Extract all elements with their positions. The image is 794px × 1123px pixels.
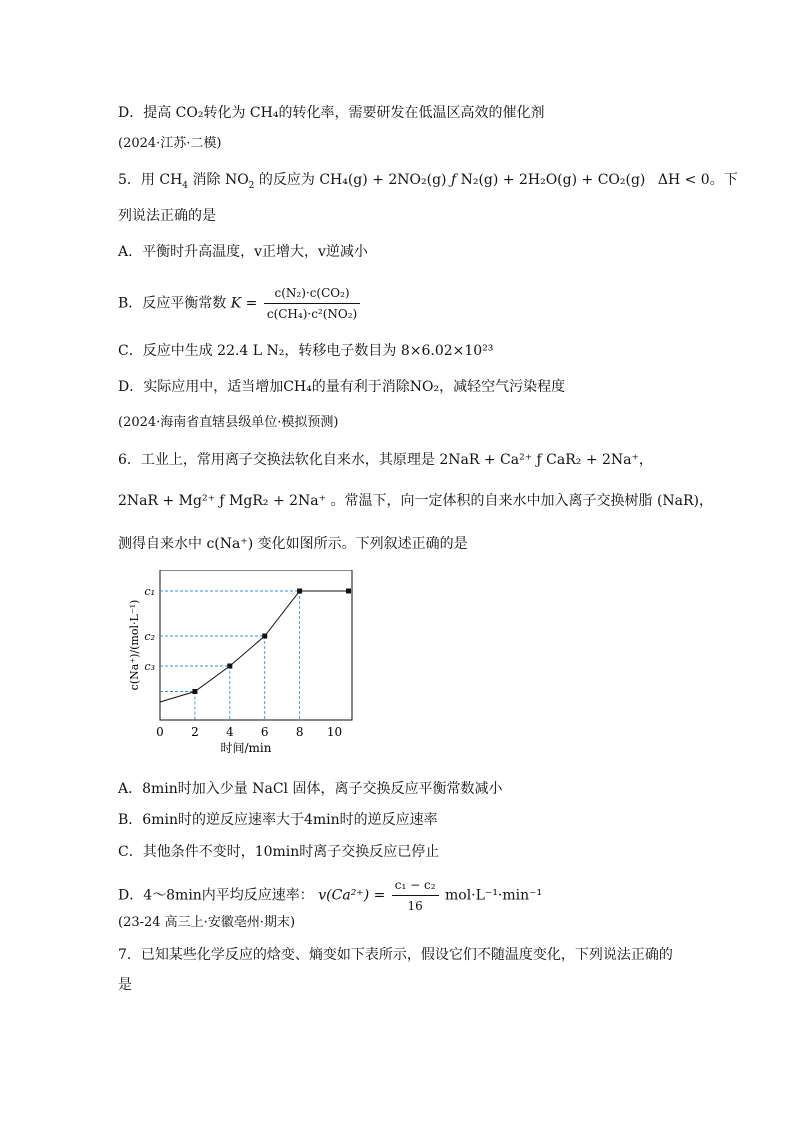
x-tick-label: 2 (191, 725, 199, 739)
ch4-formula: $CH_4$ (159, 172, 189, 191)
q5-option-c: C．反应中生成 22.4 L N₂，转移电子数目为 8×6.02×10²³ (118, 343, 494, 359)
q5-option-a: A．平衡时升高温度，v正增大，v逆减小 (118, 244, 368, 260)
q6-stem-line2 (118, 492, 713, 510)
q6-stem-line1 (118, 451, 653, 469)
plot-frame (160, 570, 352, 720)
q7-stem-line2: 是 (118, 977, 132, 993)
source-tag-2: (2024·海南省直辖县级单位·模拟预测) (118, 415, 339, 430)
x-tick-label: 0 (156, 725, 164, 739)
q6-option-d-prefix: D．4～8min内平均反应速率： (118, 887, 314, 904)
q6-stem-line3: 测得自来水中 c(Na⁺) 变化如图所示。下列叙述正确的是 (118, 536, 468, 552)
x-tick-label: 8 (295, 725, 304, 739)
data-point-1 (192, 689, 197, 694)
q5-equation-right: N₂(g) + 2H₂O(g) + CO₂(g) (460, 172, 646, 188)
equilibrium-arrow: ƒ (450, 172, 457, 188)
fraction-numerator: c(N₂)·c(CO₂) (264, 284, 360, 304)
q5-stem-line2: 列说法正确的是 (118, 208, 216, 224)
fraction-denominator: c(CH₄)·c²(NO₂) (266, 307, 358, 321)
resin-formula: (NaR)， (656, 493, 713, 509)
y-tick-label: c₃ (144, 660, 155, 673)
q6-option-b: B．6min时的逆反应速率大于4min时的逆反应速率 (118, 812, 438, 828)
q5-option-d: D．实际应用中，适当增加CH₄的量有利于消除NO₂，减轻空气污染程度 (118, 379, 566, 395)
equilibrium-constant-symbol: K = (230, 295, 258, 312)
q5-option-b (118, 284, 362, 323)
q5-equation-left: CH₄(g) + 2NO₂(g) (319, 172, 447, 188)
x-tick-label: 10 (326, 725, 343, 739)
q6-option-c: C．其他条件不变时，10min时离子交换反应已停止 (118, 844, 440, 860)
x-tick-label: 4 (225, 725, 234, 739)
data-point-5 (346, 589, 351, 594)
series-line (160, 591, 349, 702)
no2-formula: $NO_2$ (224, 172, 255, 191)
q6-option-a: A．8min时加入少量 NaCl 固体，离子交换反应平衡常数减小 (118, 781, 503, 797)
q6-equation-mg: 2NaR + Mg²⁺ ƒ MgR₂ + 2Na⁺ (118, 493, 327, 509)
equilibrium-constant-fraction (264, 284, 360, 323)
q5-stem-b: 消除 (192, 172, 221, 188)
fraction-numerator: c₁ − c₂ (392, 876, 439, 896)
q5-stem-a: 5．用 (118, 172, 155, 188)
fraction-denominator: 16 (407, 899, 423, 913)
q6-stem-text: 6．工业上，常用离子交换法软化自来水，其原理是 (118, 452, 435, 468)
y-tick-label: c₁ (144, 585, 155, 598)
rate-unit: mol·L⁻¹·min⁻¹ (445, 887, 543, 904)
na-concentration-chart (126, 570, 366, 770)
q6-stem-text2: 。常温下，向一定体积的自来水中加入离子交换树脂 (330, 493, 653, 509)
source-tag-3: (23-24 高三上·安徽亳州·期末) (118, 915, 296, 930)
source-tag-1: (2024·江苏·二模) (118, 136, 222, 151)
data-point-3 (262, 634, 267, 639)
x-tick-label: 6 (260, 725, 269, 739)
q5-delta-h: ΔH < 0。下 (657, 172, 738, 188)
q5-option-b-prefix: B．反应平衡常数 (118, 295, 227, 312)
rate-fraction (392, 876, 439, 915)
q4-option-d: D．提高 CO₂转化为 CH₄的转化率，需要研发在低温区高效的催化剂 (118, 105, 545, 121)
q6-equation-ca: 2NaR + Ca²⁺ ƒ CaR₂ + 2Na⁺， (439, 452, 653, 468)
data-point-4 (297, 589, 302, 594)
data-point-2 (227, 664, 232, 669)
y-tick-label: c₂ (144, 630, 155, 643)
y-axis-label: c(Na⁺)/(mol·L⁻¹) (128, 599, 141, 691)
rate-expression: v(Ca²⁺) = (318, 887, 386, 904)
q6-option-d (118, 876, 542, 915)
q5-stem-c: 的反应为 (258, 172, 315, 188)
q7-stem-line1: 7．已知某些化学反应的焓变、熵变如下表所示，假设它们不随温度变化，下列说法正确的 (118, 947, 673, 963)
q5-stem-line1 (118, 171, 738, 189)
x-axis-label: 时间/min (220, 741, 272, 755)
